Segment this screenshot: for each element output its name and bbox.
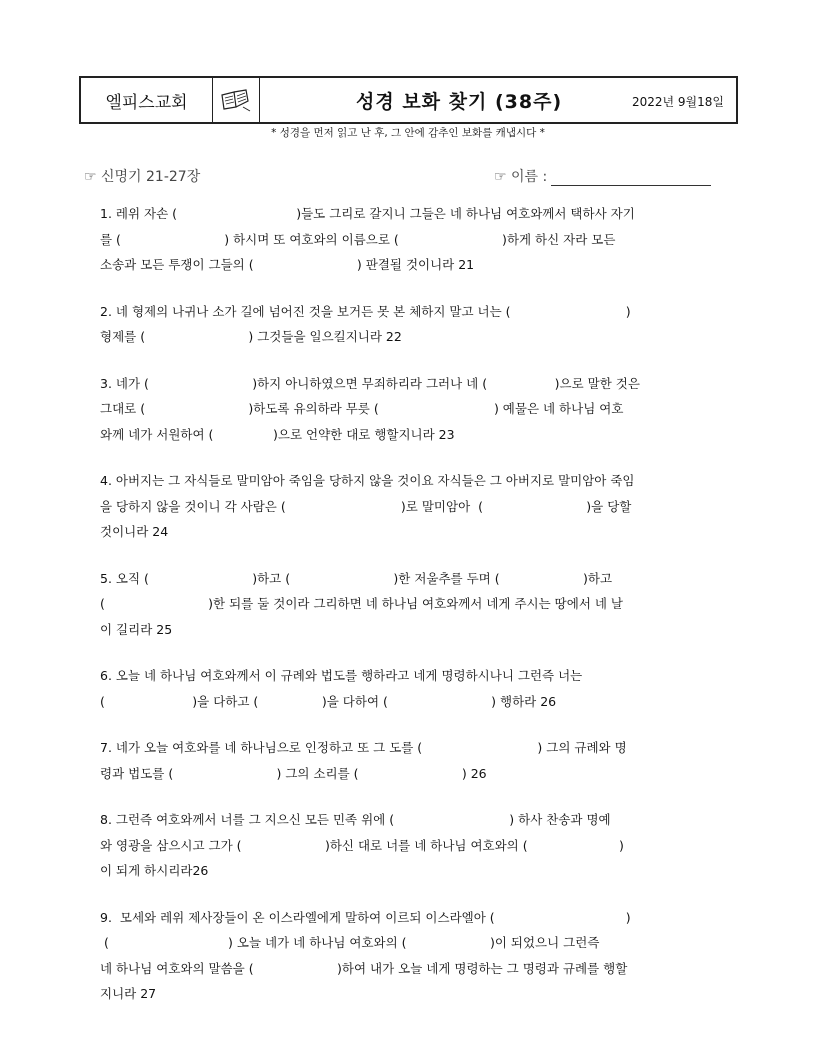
question-line: 령과 법도를 ( ) 그의 소리를 ( ) 26 — [100, 765, 487, 781]
question-line: 이 길리라 25 — [100, 621, 173, 637]
question-line: 를 ( ) 하시며 또 여호와의 이름으로 ( )하게 하신 자라 모든 — [100, 231, 616, 247]
question-line: 8. 그런즉 여호와께서 너를 그 지으신 모든 민족 위에 ( ) 하사 찬송과 명예 — [100, 812, 611, 827]
name-label: ☞ 이름 : — [494, 169, 548, 185]
question-line: 3. 네가 ( )하지 아니하였으면 무죄하리라 그러나 네 ( )으로 말한 것은 — [100, 375, 640, 391]
question-line: 2. 네 형제의 나귀나 소가 길에 넘어진 것을 보거든 못 본 체하지 말고 너는 ( ) — [100, 303, 631, 319]
question-line: 그대로 ( )하도록 유의하라 무릇 ( ) 예물은 네 하나님 여호 — [100, 401, 624, 416]
question-item — [100, 299, 725, 350]
question-line: ( ) 오늘 네가 네 하나님 여호와의 ( )이 되었으니 그런즉 — [100, 935, 600, 950]
instruction-text: * 성경을 먼저 읽고 난 후, 그 안에 감추인 보화를 캐냅시다 * — [271, 127, 545, 139]
question-line: ( )을 다하고 ( )을 다하여 ( ) 행하라 26 — [100, 693, 557, 709]
question-line: 9. 모세와 레위 제사장들이 온 이스라엘에게 말하여 이르되 이스라엘아 ( ) — [100, 909, 631, 925]
question-line: 네 하나님 여호와의 말씀을 ( )하여 내가 오늘 네게 명령하는 그 명령과 규례를 행할 — [100, 960, 628, 976]
church-name: 엘피스교회 — [81, 78, 213, 122]
question-item — [100, 566, 725, 643]
open-book-icon — [213, 78, 260, 122]
question-line: 1. 레위 자손 ( )들도 그리로 갈지니 그들은 네 하나님 여호와께서 택하사 자기 — [100, 206, 635, 221]
date: 2022년 9월18일 — [631, 95, 724, 109]
question-item — [100, 468, 725, 545]
question-line: 을 당하지 않을 것이니 각 사람은 ( )로 말미암아 ( )을 당할 — [100, 498, 632, 514]
question-line: 지니라 27 — [100, 986, 157, 1001]
question-list — [100, 201, 725, 1028]
header-box — [79, 76, 738, 124]
question-line: 것이니라 24 — [100, 524, 169, 539]
question-item — [100, 663, 725, 714]
question-item — [100, 807, 725, 884]
question-line: 7. 네가 오늘 여호와를 네 하나님으로 인정하고 또 그 도를 ( ) 그의 규례와 명 — [100, 740, 627, 755]
question-line: 이 되게 하시리라26 — [100, 863, 209, 878]
question-line: 소송과 모든 투쟁이 그들의 ( ) 판결될 것이니라 21 — [100, 257, 475, 272]
scripture-reference: ☞ 신명기 21-27장 — [84, 169, 201, 185]
question-item — [100, 371, 725, 448]
question-line: 5. 오직 ( )하고 ( )한 저울추를 두며 ( )하고 — [100, 570, 613, 586]
question-line: 와께 네가 서원하여 ( )으로 언약한 대로 행할지니라 23 — [100, 426, 455, 442]
question-line: 형제를 ( ) 그것들을 일으킬지니라 22 — [100, 329, 402, 344]
name-input-line[interactable] — [551, 169, 711, 186]
name-field[interactable] — [494, 166, 711, 186]
question-item — [100, 201, 725, 278]
question-line: ( )한 되를 둘 것이라 그리하면 네 하나님 여호와께서 네게 주시는 땅에서 네 날 — [100, 596, 623, 611]
question-line: 4. 아버지는 그 자식들로 말미암아 죽임을 당하지 않을 것이요 자식들은 그 아버지로 말미암아 죽임 — [100, 473, 635, 488]
question-item — [100, 735, 725, 786]
question-item — [100, 905, 725, 1007]
question-line: 6. 오늘 네 하나님 여호와께서 이 규례와 법도를 행하라고 네게 명령하시나니 그런즉 너는 — [100, 668, 583, 683]
question-line: 와 영광을 삼으시고 그가 ( )하신 대로 너를 네 하나님 여호와의 ( ) — [100, 837, 624, 853]
title-cell — [260, 78, 736, 122]
page-title: 성경 보화 찾기 (38주) — [356, 91, 563, 113]
